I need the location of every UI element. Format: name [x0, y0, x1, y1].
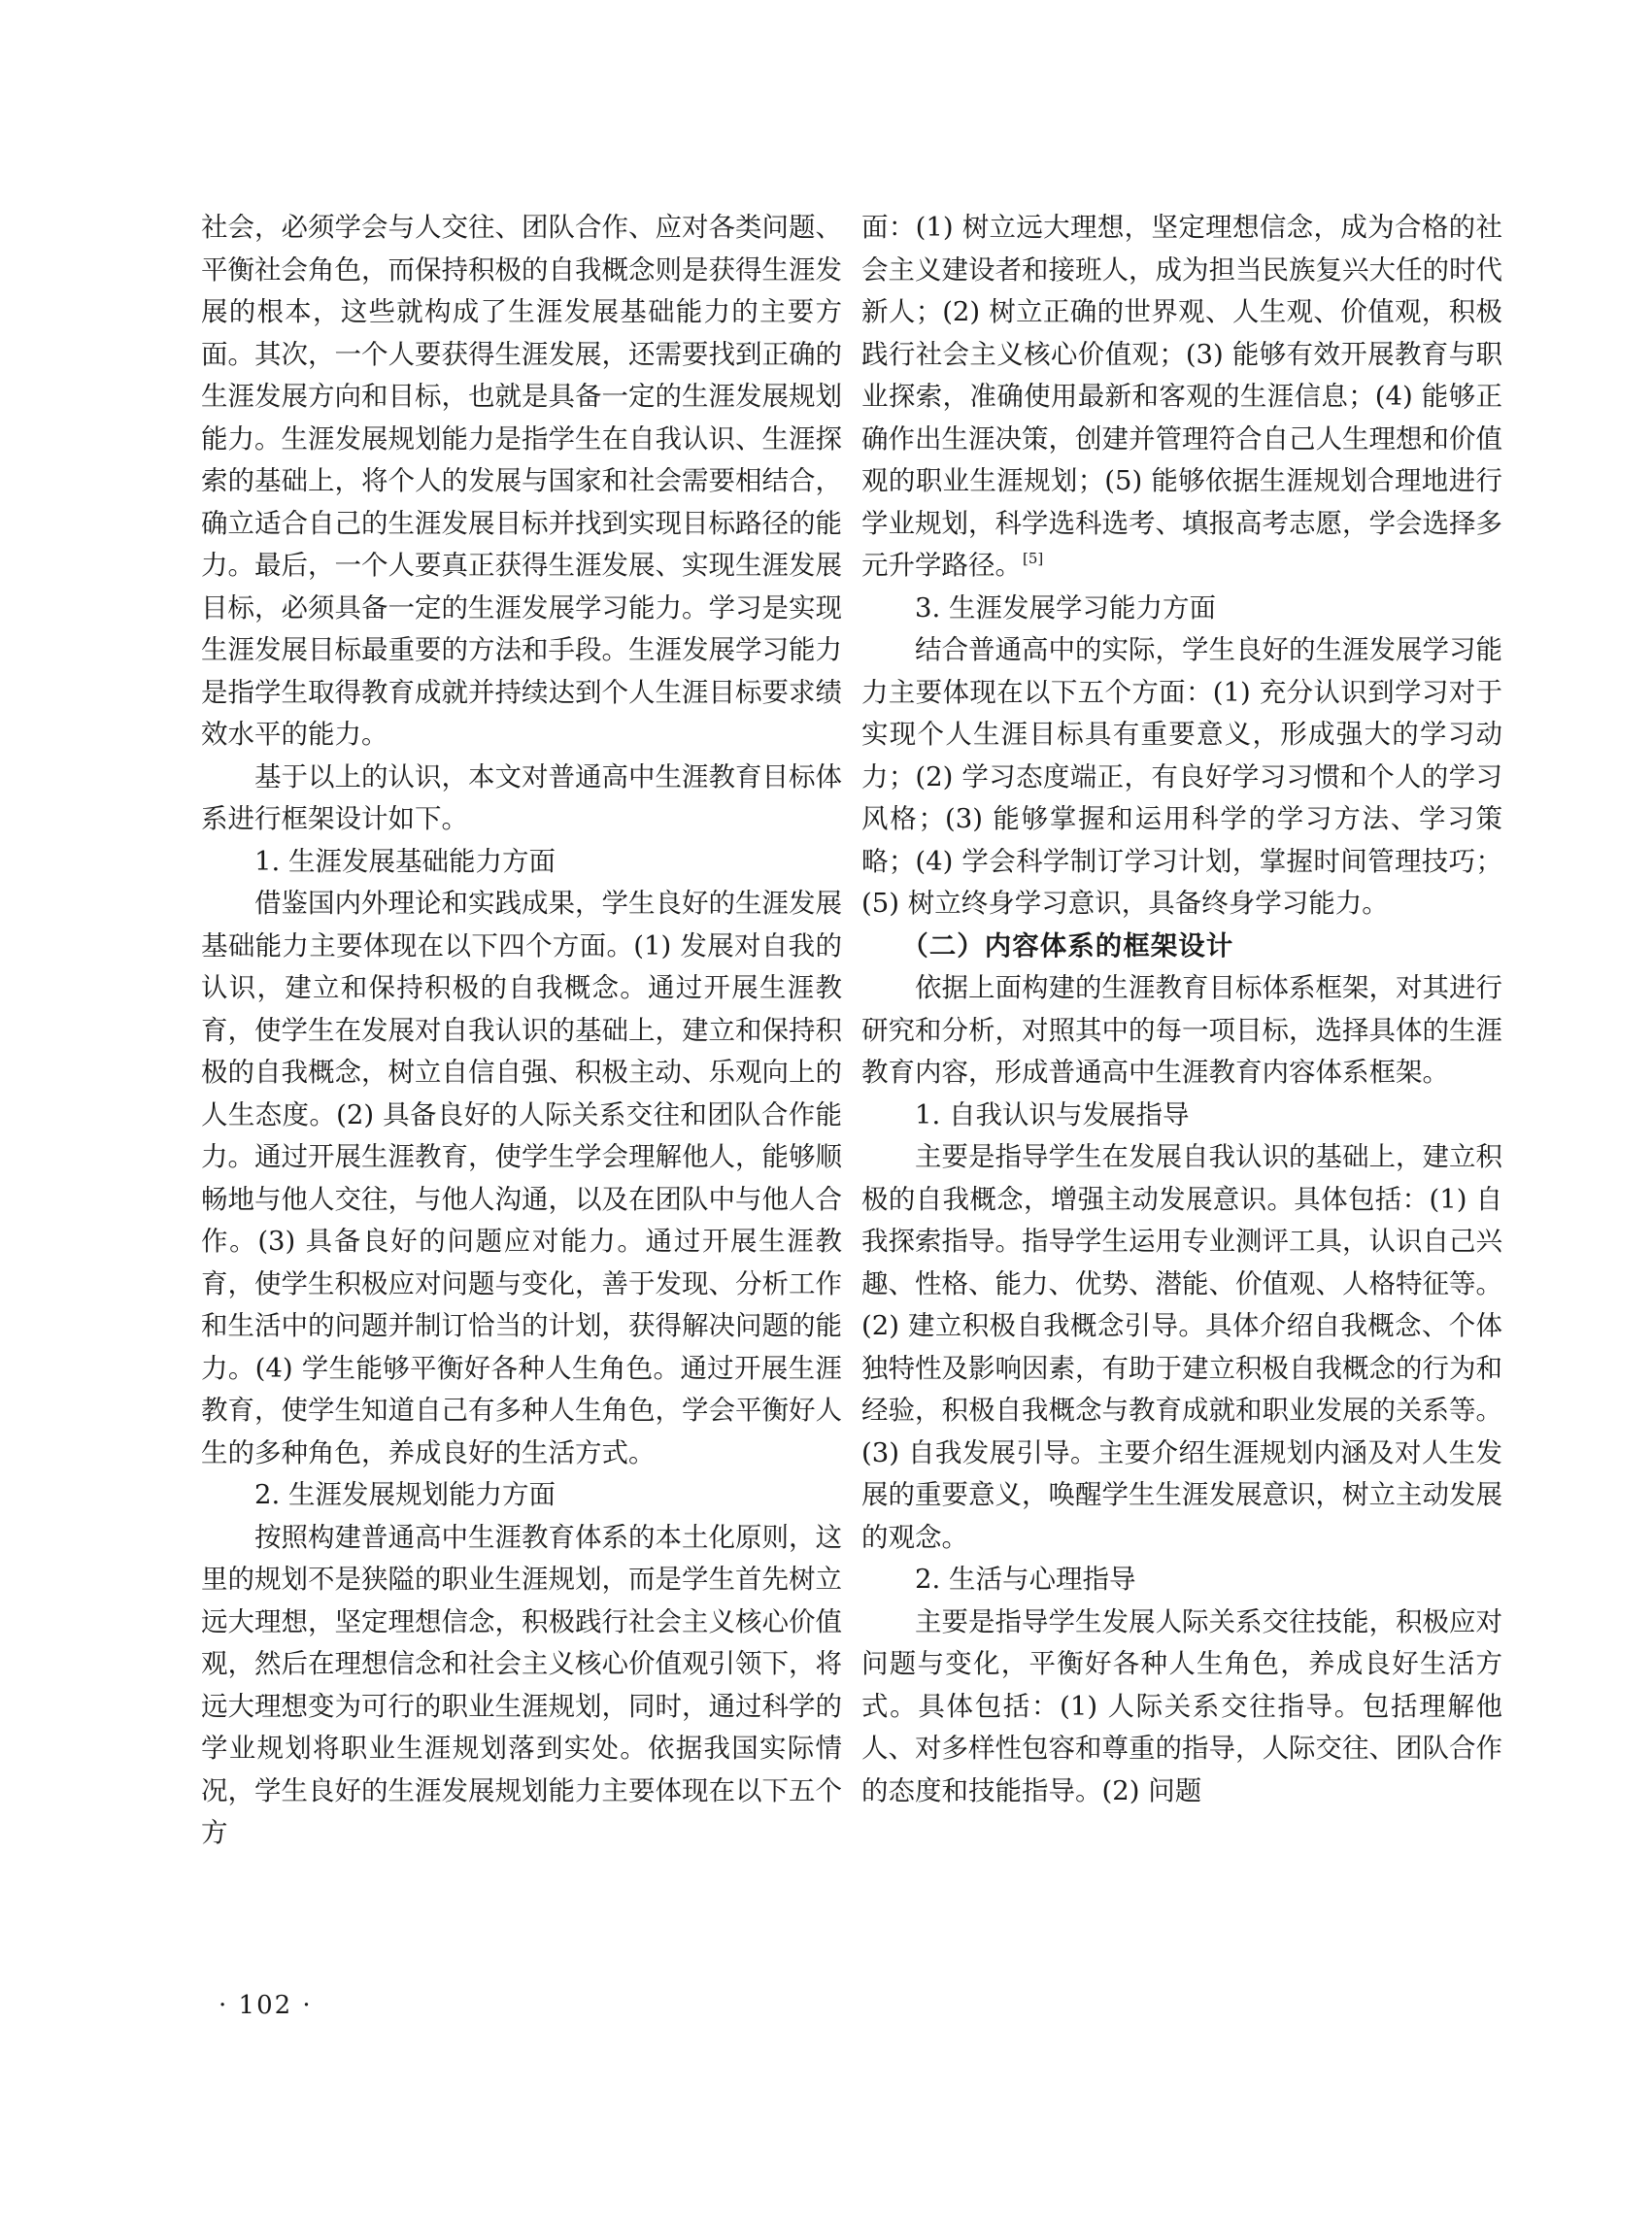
paragraph: 基于以上的认识，本文对普通高中生涯教育目标体系进行框架设计如下。: [201, 760, 842, 834]
paragraph: 结合普通高中的实际，学生良好的生涯发展学习能力主要体现在以下五个方面：(1) 充分认识到学习对于实现个人生涯目标具有重要意义，形成强大的学习动力；(2) 学习态度端正，有良好学习习惯和个人的学习风格；(3) 能够掌握和运用科学的学习方法、学习策略；(4) 学会科学制订学习计划，掌握时间管理技巧；(5) 树立终身学习意识，具备终身学习能力。: [861, 634, 1502, 919]
subsection-heading: 2. 生活与心理指导: [915, 1564, 1136, 1595]
subsection-heading: 1. 生涯发展基础能力方面: [254, 845, 556, 877]
paragraph-text: 面：(1) 树立远大理想，坚定理想信念，成为合格的社会主义建设者和接班人，成为担当民族复兴大任的时代新人；(2) 树立正确的世界观、人生观、价值观，积极践行社会主义核心价值观；(3) 能够有效开展教育与职业探索，准确使用最新和客观的生涯信息；(4) 能够正确作出生涯决策，创建并管理符合自己人生理想和价值观的职业生涯规划；(5) 能够依据生涯规划合理地进行学业规划，科学选科选考、填报高考志愿，学会选择多元升学路径。: [861, 212, 1502, 581]
subsection-heading: 2. 生涯发展规划能力方面: [254, 1479, 556, 1510]
paragraph: 主要是指导学生在发展自我认识的基础上，建立积极的自我概念，增强主动发展意识。具体包括：(1) 自我探索指导。指导学生运用专业测评工具，认识自己兴趣、性格、能力、优势、潜能、价值观、人格特征等。(2) 建立积极自我概念引导。具体介绍自我概念、个体独特性及影响因素，有助于建立积极自我概念的行为和经验，积极自我概念与教育成就和职业发展的关系等。(3) 自我发展引导。主要介绍生涯规划内涵及对人生发展的重要意义，唤醒学生生涯发展意识，树立主动发展的观念。: [861, 1141, 1502, 1553]
paragraph: 按照构建普通高中生涯教育体系的本土化原则，这里的规划不是狭隘的职业生涯规划，而是学生首先树立远大理想，坚定理想信念，积极践行社会主义核心价值观，然后在理想信念和社会主义核心价值观引领下，将远大理想变为可行的职业生涯规划，同时，通过科学的学业规划将职业生涯规划落到实处。依据我国实际情况，学生良好的生涯发展规划能力主要体现在以下五个方: [201, 1521, 842, 1848]
subsection-heading: 1. 自我认识与发展指导: [915, 1098, 1190, 1130]
paragraph: 依据上面构建的生涯教育目标体系框架，对其进行研究和分析，对照其中的每一项目标，选择具体的生涯教育内容，形成普通高中生涯教育内容体系框架。: [861, 972, 1502, 1088]
paragraph: 社会，必须学会与人交往、团队合作、应对各类问题、平衡社会角色，而保持积极的自我概念则是获得生涯发展的根本，这些就构成了生涯发展基础能力的主要方面。其次，一个人要获得生涯发展，还需要找到正确的生涯发展方向和目标，也就是具备一定的生涯发展规划能力。生涯发展规划能力是指学生在自我认识、生涯探索的基础上，将个人的发展与国家和社会需要相结合，确立适合自己的生涯发展目标并找到实现目标路径的能力。最后，一个人要真正获得生涯发展、实现生涯发展目标，必须具备一定的生涯发展学习能力。学习是实现生涯发展目标最重要的方法和手段。生涯发展学习能力是指学生取得教育成就并持续达到个人生涯目标要求绩效水平的能力。: [201, 212, 842, 750]
section-heading: （二）内容体系的框架设计: [901, 929, 1234, 961]
paragraph: 借鉴国内外理论和实践成果，学生良好的生涯发展基础能力主要体现在以下四个方面。(1) 发展对自我的认识，建立和保持积极的自我概念。通过开展生涯教育，使学生在发展对自我认识的基础上，建立和保持积极的自我概念，树立自信自强、积极主动、乐观向上的人生态度。(2) 具备良好的人际关系交往和团队合作能力。通过开展生涯教育，使学生学会理解他人，能够顺畅地与他人交往，与他人沟通，以及在团队中与他人合作。(3) 具备良好的问题应对能力。通过开展生涯教育，使学生积极应对问题与变化，善于发现、分析工作和生活中的问题并制订恰当的计划，获得解决问题的能力。(4) 学生能够平衡好各种人生角色。通过开展生涯教育，使学生知道自己有多种人生角色，学会平衡好人生的多种角色，养成良好的生活方式。: [201, 888, 842, 1468]
paragraph: [861, 207, 1502, 588]
citation-reference: [5]: [1023, 550, 1044, 567]
right-column: [861, 207, 1502, 1812]
subsection-heading: 3. 生涯发展学习能力方面: [915, 591, 1216, 624]
paragraph: 主要是指导学生发展人际关系交往技能，积极应对问题与变化，平衡好各种人生角色，养成良好生活方式。具体包括：(1) 人际关系交往指导。包括理解他人、对多样性包容和尊重的指导，人际交往、团队合作的态度和技能指导。(2) 问题: [861, 1605, 1502, 1806]
page-number: · 102 ·: [219, 1991, 313, 2020]
left-column: [201, 207, 842, 1855]
